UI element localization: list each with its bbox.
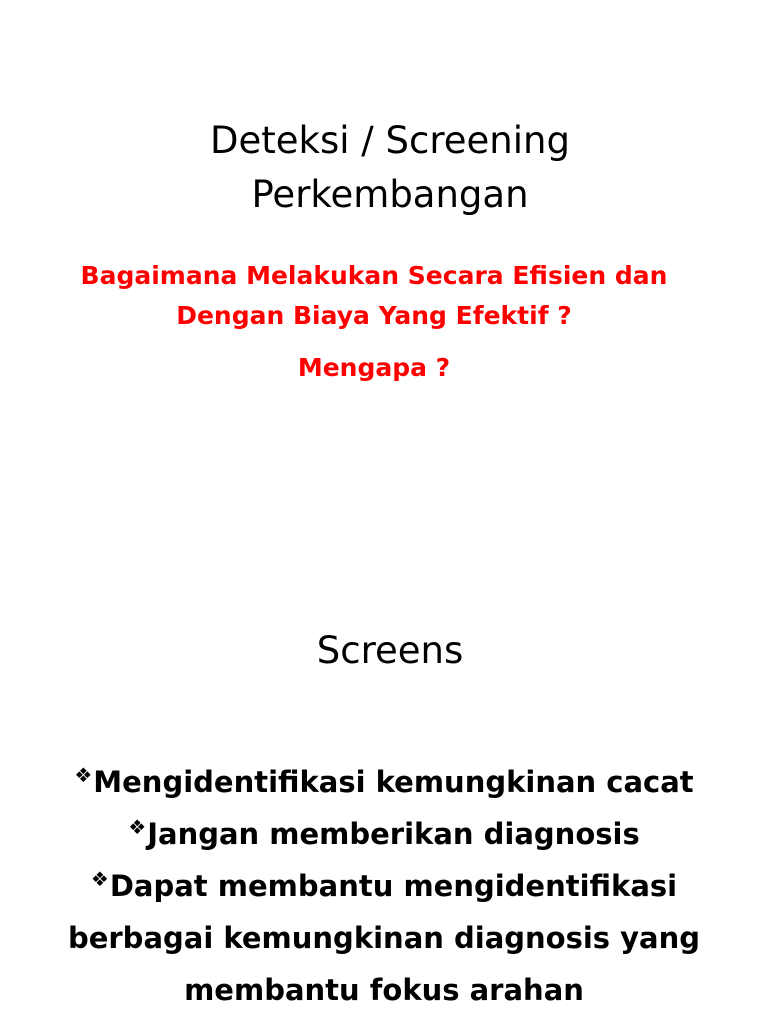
- four-diamond-bullet-icon: ❖: [128, 815, 147, 839]
- slide-1-why: [40, 348, 708, 388]
- slide-2: [0, 512, 768, 1024]
- slide-1-title-line-1: Deteksi / Screening: [210, 119, 570, 162]
- bullet-list: [40, 756, 728, 1016]
- slide-1-title: [0, 114, 768, 222]
- bullet-text: Dapat membantu mengidentifikasi berbagai kemungkinan diagnosis yang membantu fokus arahan: [67, 869, 701, 1007]
- question-line-2: Dengan Biaya Yang Efektif ?: [176, 301, 572, 330]
- bullet-text: Mengidentifikasi kemungkinan cacat: [93, 765, 694, 799]
- question-line-1: Bagaimana Melakukan Secara Efisien dan: [80, 261, 668, 290]
- four-diamond-bullet-icon: ❖: [90, 867, 109, 891]
- slide-2-title: Screens: [316, 629, 464, 672]
- slide-1-title-line-2: Perkembangan: [251, 173, 529, 216]
- bullet-item: [40, 860, 728, 1016]
- bullet-text: Jangan memberikan diagnosis: [147, 817, 640, 851]
- bullet-item: [40, 808, 728, 860]
- four-diamond-bullet-icon: ❖: [74, 763, 93, 787]
- why-line: Mengapa ?: [297, 353, 451, 382]
- slide-1-question: [40, 256, 708, 336]
- bullet-item: [40, 756, 728, 808]
